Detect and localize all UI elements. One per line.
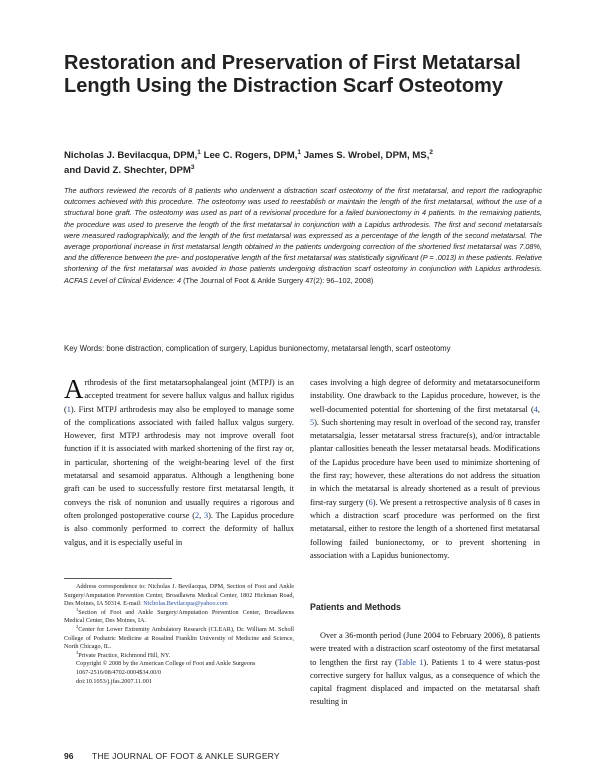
- affiliation-1-text: Section of Foot and Ankle Surgery/Amputation Prevention Center, Broadlawns Medical Center, Des Moines, IA.: [64, 608, 294, 625]
- reference-link[interactable]: 1: [66, 404, 71, 414]
- footnote-affiliation-2: $^2$Center for Lower Extremity Ambulatory Research (CLEAR), Dr. William M. Scholl College of Podiatric Medicine at Rosalind Franklin University of Medicine and Science, North Chicago, IL.: [64, 623, 294, 651]
- footnote-affiliation-1: $^1$Section of Foot and Ankle Surgery/Amputation Prevention Center, Broadlawns Medical Center, Des Moines, IA.: [64, 606, 294, 625]
- reference-link[interactable]: Table 1: [397, 657, 424, 667]
- affiliation-2-text: Center for Lower Extremity Ambulatory Research (CLEAR), Dr. William M. Scholl College of Podiatric Medicine at Rosalind Franklin University of Medicine and Science, North Chicago, IL.: [64, 625, 294, 651]
- footnote-copyright: Copyright © 2008 by the American College of Foot and Ankle Surgeons: [76, 660, 256, 668]
- footnotes: [64, 583, 294, 686]
- drop-cap: A: [64, 374, 84, 404]
- author-1: Nicholas J. Bevilacqua, DPM,: [64, 150, 198, 161]
- intro-left-text: rthrodesis of the first metatarsophalangeal joint (MTPJ) is an accepted treatment for severe hallux valgus and hallux rigidus (1). First MTPJ arthrodesis may also be employed to manage some of the complications associated with failed hallux valgus surgery. However, first MTPJ arthrodesis may not improve overall foot function if it is associated with marked shortening of the first ray or, in particular, shortening of the weight-bearing level of the first metatarsal and sesamoid apparatus. Although a lengthening bone graft can be used to successfully restore first metatarsal length, it conveys the risk of nonunion and usually requires a rigorous and often prolonged postoperative course (2, 3). The Lapidus procedure is also commonly performed to correct the deformity of hallux valgus, and it is especially useful in: [64, 378, 294, 547]
- reference-link[interactable]: 6: [368, 497, 373, 507]
- author-1-affiliation: 1: [197, 149, 201, 156]
- abstract-text: The authors reviewed the records of 8 patients who underwent a distraction scarf osteotomy of the first metatarsal, and report the radiographic outcomes achieved with this procedure. The osteotomy was used to reestablish or maintain the length of the first metatarsal, without the use of a structural bone graft. The osteotomy was used as part of a revisional procedure for a failed bunionectomy in 4 patients. In the remaining patients, the procedure was used to preserve the length of the first metatarsal in conjunction with a Lapidus arthrodesis. The first and second metatarsals were measured radiographically, and the length of the first metatarsal was expressed as a percentage of the length of the second metatarsal. The average proportional increase in first metatarsal length obtained in the patients undergoing correction of the shortened first metatarsal was 7.08%, and the difference between the pre- and postoperative length of the first metatarsal was statistically significant (P = .0013) in these patients. Relative shortening of the first metatarsal was avoided in those patients undergoing distraction scarf osteotomy in conjunction with Lapidus arthrodesis. ACFAS Level of Clinical Evidence: 4: [64, 186, 542, 285]
- footnote-affiliation-3: $^3$Private Practice, Richmond Hill, NY.: [76, 649, 171, 659]
- section-heading: Patients and Methods: [310, 602, 401, 612]
- author-email-link[interactable]: Nicholas.Bevilacqua@yahoo.com: [143, 600, 228, 608]
- intro-left-column: [64, 376, 294, 549]
- reference-link[interactable]: 2: [194, 510, 200, 520]
- footnote-doi: doi:10.1053/j.jfas.2007.11.001: [76, 677, 152, 685]
- footnote-correspondence: [64, 583, 294, 609]
- author-list: [64, 148, 544, 178]
- reference-link[interactable]: 3: [203, 510, 209, 520]
- article-title: Restoration and Preservation of First Metatarsal Length Using the Distraction Scarf Osteotomy: [64, 52, 521, 97]
- footnote-divider: [64, 578, 172, 579]
- keywords: Key Words: bone distraction, complication of surgery, Lapidus bunionectomy, metatarsal length, scarf osteotomy: [64, 344, 451, 353]
- journal-name: THE JOURNAL OF FOOT & ANKLE SURGERY: [92, 751, 280, 761]
- reference-link[interactable]: 5: [310, 417, 315, 427]
- page-number: 96: [64, 751, 74, 761]
- abstract-citation: (The Journal of Foot & Ankle Surgery 47(2): 96–102, 2008): [183, 275, 374, 285]
- author-3-affiliation: 2: [429, 149, 433, 156]
- intro-right-column: [310, 376, 540, 562]
- affiliation-3-text: Private Practice, Richmond Hill, NY.: [78, 651, 171, 659]
- author-4-affiliation: 3: [190, 164, 195, 171]
- methods-paragraph: Over a 36-month period (June 2004 to February 2006), 8 patients were treated with a distraction scarf osteotomy of the first metatarsal to lengthen the first ray (Table 1). Patients 1 to 4 were status-post corrective surgery for hallux valgus, as a consequence of which the capital fragment displaced and impacted on the metatarsal shaft resulting in: [310, 631, 540, 707]
- author-3: James S. Wrobel, DPM, MS,: [303, 150, 430, 161]
- correspondence-text: Address correspondence to: Nicholas J. Bevilacqua, DPM, Section of Foot and Ankle Surgery/Amputation Prevention Center, Broadlawns Medical Center, 1802 Hickman Road, Des Moines, IA 50314. E-mail:: [64, 583, 294, 608]
- intro-right-text: cases involving a high degree of deformity and metatarsocuneiform instability. One drawback to the Lapidus procedure, however, is the well-documented potential for shortening of the first metatarsal (4, 5). Such shortening may result in overload of the second ray, transfer metatarsalgia, lesser metatarsal stress fracture(s), and/or intractable plantar callosities beneath the lesser metatarsal heads. Modifications of the Lapidus procedure have been used to minimize shortening of the first ray; however, these alterations do not address the situation in which the metatarsal is already shortened as a result of previous first-ray surgery (6). We present a retrospective analysis of 8 cases in which a distraction scarf procedure was performed on the first metatarsal, either to restore the length of a shortened first metatarsal following failed bunionectomy, or to prevent shortening in association with a Lapidus bunionectomy.: [310, 378, 540, 560]
- abstract: [64, 185, 542, 286]
- footnote-issn: 1067-2516/08/4702-0004$34.00/0: [76, 668, 162, 676]
- author-2-affiliation: 1: [297, 149, 302, 156]
- author-4: and David Z. Shechter, DPM: [64, 165, 191, 176]
- author-2: Lee C. Rogers, DPM,: [203, 150, 298, 161]
- reference-link[interactable]: 4: [533, 404, 538, 414]
